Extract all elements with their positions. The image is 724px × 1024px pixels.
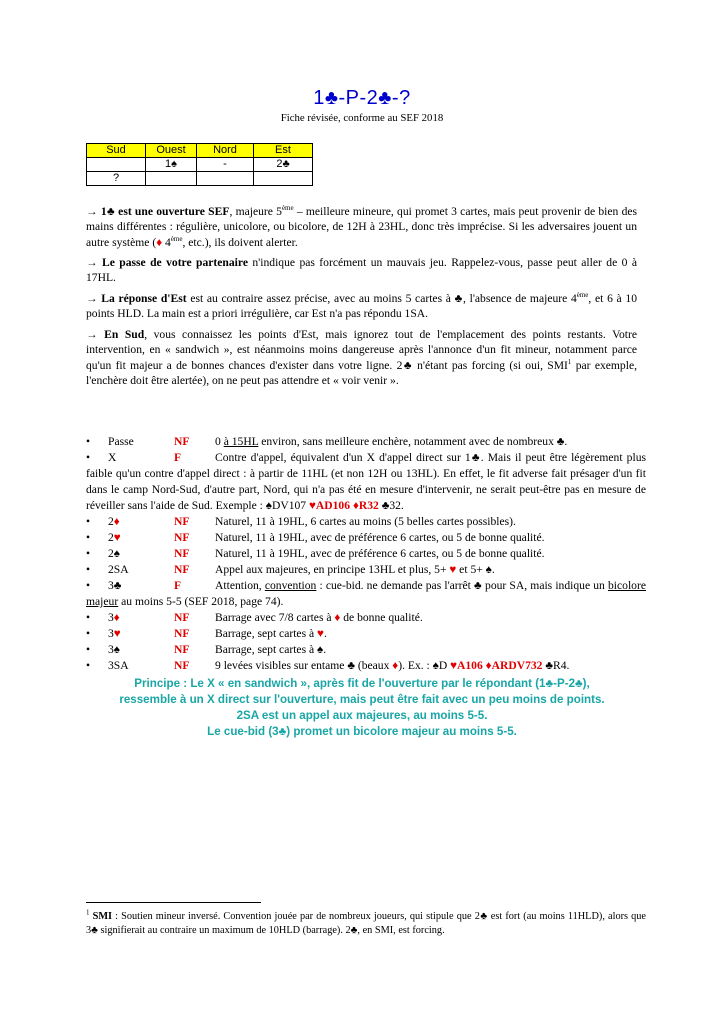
bid-description: 9 levées visibles sur entame ♣ (beaux ♦). Ex. : ♠D ♥A106 ♦ARDV732 ♣R4.: [215, 659, 570, 672]
bullet-icon: •: [86, 435, 91, 448]
list-item: [86, 578, 646, 610]
diamond-icon: ♦: [392, 659, 399, 672]
partner-pass-text: n'indique pas forcément un mauvais jeu. Rappelez-vous, passe peut aller de 0 à 17HL.: [86, 256, 637, 285]
opening-text-3: 4: [162, 235, 171, 249]
forcing-badge: NF: [174, 531, 190, 544]
paragraph-south: [86, 327, 637, 388]
forcing-badge: NF: [174, 435, 190, 448]
bid-description: Naturel, 11 à 19HL, avec de préférence 6 cartes, ou 5 de bonne qualité.: [215, 547, 545, 560]
bullet-icon: •: [86, 627, 91, 640]
principle-box: [0, 676, 724, 740]
cell-sud-2: ?: [87, 172, 146, 186]
cell-est-1: 2♣: [254, 158, 313, 172]
footnote: [86, 910, 646, 938]
bid-label: 3♣: [108, 579, 122, 592]
bid-label: 2♥: [108, 531, 121, 544]
diamond-icon: ♦: [113, 515, 120, 528]
list-item: [86, 562, 646, 578]
page-title: 1♣-P-2♣-?: [313, 87, 411, 109]
arrow-icon: →: [86, 292, 102, 305]
footnote-text: : Soutien mineur inversé. Convention jouée par de nombreux joueurs, qui stipule que 2♣ est fort (au moins 11HLD), alors que 3♣ signifierait au contraire un maximum de 10HLD (barrage). 2♣, en SMI, est forcing.: [86, 911, 646, 936]
heart-icon: ♥: [449, 563, 457, 576]
header-sud: Sud: [87, 144, 146, 158]
footnote-number: 1: [86, 908, 90, 917]
bid-label: 2♠: [108, 547, 120, 560]
bidding-table-header-row: [87, 144, 313, 158]
principle-line-1: Principe : Le X « en sandwich », après fit de l'ouverture par le répondant (1♣-P-2♣),: [134, 677, 590, 690]
header-est: Est: [254, 144, 313, 158]
cell-nord-1: -: [197, 158, 254, 172]
bid-description: Attention, convention : cue-bid. ne demande pas l'arrêt ♣ pour SA, mais indique un bicolore majeur au moins 5-5 (SEF 2018, page 74).: [86, 579, 646, 608]
cell-ouest-2: [146, 172, 197, 186]
forcing-badge: NF: [174, 659, 190, 672]
opening-sup-2: ème: [170, 234, 183, 243]
bid-description: Barrage, sept cartes à ♥.: [215, 627, 327, 640]
bid-description: Appel aux majeures, en principe 13HL et plus, 5+ ♥ et 5+ ♠.: [215, 563, 495, 576]
page-subtitle: Fiche révisée, conforme au SEF 2018: [280, 112, 444, 124]
heart-icon: ♥: [113, 627, 121, 640]
opening-text-4: , etc.), ils doivent alerter.: [182, 235, 298, 249]
bid-label: 2SA: [108, 563, 129, 576]
heart-icon: ♥: [317, 627, 324, 640]
list-item: [86, 514, 646, 530]
bullet-icon: •: [86, 659, 91, 672]
spade-icon: ♠: [113, 643, 120, 656]
arrow-icon: →: [86, 328, 105, 341]
bid-description: Naturel, 11 à 19HL, 6 cartes au moins (5 belles cartes possibles).: [215, 515, 516, 528]
list-item: [86, 546, 646, 562]
bid-description: 0 à 15HL environ, sans meilleure enchère, notamment avec de nombreux ♣.: [215, 435, 568, 448]
bullet-icon: •: [86, 451, 91, 464]
footnote-lead: SMI: [89, 911, 113, 922]
opening-lead-a: 1: [100, 205, 107, 218]
forcing-badge: F: [174, 579, 182, 592]
forcing-badge: NF: [174, 547, 190, 560]
bullet-icon: •: [86, 547, 91, 560]
bid-label: 2♦: [108, 515, 120, 528]
cell-ouest-1: 1♠: [146, 158, 197, 172]
forcing-badge: NF: [174, 515, 190, 528]
cell-est-2: [254, 172, 313, 186]
list-item: [86, 610, 646, 626]
diamond-icon: ♦: [113, 611, 120, 624]
bullet-icon: •: [86, 515, 91, 528]
bid-label: 3♠: [108, 643, 120, 656]
forcing-badge: NF: [174, 563, 190, 576]
bid-label: Passe: [108, 435, 134, 448]
arrow-icon: →: [86, 256, 102, 269]
bid-options-list: [86, 434, 646, 674]
paragraph-east-response: [86, 291, 637, 322]
cell-sud-1: [87, 158, 146, 172]
forcing-badge: NF: [174, 643, 190, 656]
arrow-icon: →: [86, 205, 101, 218]
bid-description: Barrage avec 7/8 cartes à ♦ de bonne qualité.: [215, 611, 423, 624]
south-text-2: par exemple, l'enchère doit être alertée), on ne peut pas attendre et « voir venir ».: [86, 358, 637, 387]
opening-sup-1: ème: [281, 204, 294, 213]
header-ouest: Ouest: [146, 144, 197, 158]
list-item: [86, 626, 646, 642]
bidding-row-1: [87, 158, 313, 172]
forcing-badge: F: [174, 451, 182, 464]
forcing-badge: NF: [174, 611, 190, 624]
list-item: [86, 658, 646, 674]
list-item: [86, 450, 646, 514]
bidding-table: [86, 143, 313, 186]
bid-label: 3♥: [108, 627, 121, 640]
spade-icon: ♠: [113, 547, 120, 560]
list-item: [86, 642, 646, 658]
paragraph-opening: [86, 204, 637, 250]
footnote-ref: 1: [567, 357, 572, 366]
bullet-icon: •: [86, 611, 91, 624]
opening-lead-b: est une ouverture SEF: [114, 205, 230, 218]
east-response-text-1: est au contraire assez précise, avec au moins 5 cartes à ♣, l'absence de majeure 4: [186, 292, 577, 305]
list-item: [86, 434, 646, 450]
forcing-badge: NF: [174, 627, 190, 640]
heart-icon: ♥: [113, 531, 121, 544]
footnote-divider: [86, 902, 261, 903]
club-icon: ♣: [113, 579, 122, 592]
partner-pass-lead: Le passe de votre partenaire: [102, 256, 248, 269]
bullet-icon: •: [86, 531, 91, 544]
club-icon: ♣: [106, 205, 115, 218]
east-response-sup: ème: [576, 291, 589, 300]
bidding-row-2: [87, 172, 313, 186]
east-response-text-2: , et 6 à 10 points HLD. La main est a priori irrégulière, car Est n'a pas répondu 1SA.: [86, 292, 637, 321]
east-response-lead: La réponse d'Est: [101, 292, 187, 305]
bullet-icon: •: [86, 579, 91, 592]
principle-line-2: ressemble à un X direct sur l'ouverture, mais peut être fait avec un peu moins de points.: [119, 693, 605, 706]
bullet-icon: •: [86, 563, 91, 576]
opening-text-1: , majeure 5: [229, 205, 282, 218]
south-text-1: , vous connaissez les points d'Est, mais ignorez tout de l'emplacement des points restants. Votre intervention, en « sandwich », est néanmoins moins dangereuse après l'annonce d'un fit mineur, notamment parce qu'un fit majeur a de bonnes chances d'exister dans votre ligne. 2♣ n'étant pas forcing (si oui, SMI: [86, 328, 637, 372]
bullet-icon: •: [86, 643, 91, 656]
bid-description: Contre d'appel, équivalent d'un X d'appel direct sur 1♣. Mais il peut être légèrement plus faible qu'un contre d'appel direct : à partir de 11HL (et non 12H ou 13HL). En effet, le fit adverse fait présager d'un fit dans le camp Nord-Sud, d'autre part, Nord, qui n'a pas été en mesure d'intervenir, ne serait peut-être pas en mesure de réveiller sans l'aide de Sud. Exemple : ♠DV107 ♥AD106 ♦R32 ♣32.: [86, 451, 646, 512]
bid-label: X: [108, 451, 117, 464]
principle-line-4: Le cue-bid (3♣) promet un bicolore majeur au moins 5-5.: [207, 725, 517, 738]
cell-nord-2: [197, 172, 254, 186]
header-nord: Nord: [197, 144, 254, 158]
diamond-icon: ♦: [156, 235, 163, 249]
paragraph-partner-pass: [86, 255, 637, 286]
south-lead: En Sud: [104, 328, 145, 341]
diamond-icon: ♦: [334, 611, 341, 624]
bid-label: 3♦: [108, 611, 120, 624]
list-item: [86, 530, 646, 546]
bid-label: 3SA: [108, 659, 129, 672]
bid-description: Barrage, sept cartes à ♠.: [215, 643, 327, 656]
bid-description: Naturel, 11 à 19HL, avec de préférence 6 cartes, ou 5 de bonne qualité.: [215, 531, 545, 544]
opening-text-2: – meilleure mineure, qui promet 3 cartes, mais peut provenir de bien des mains différentes : régulière, unicolore, ou bicolore, de 12H à 23HL, donc très imprécise. Si les adversaires jouent un autre système (: [86, 205, 638, 249]
principle-line-3: 2SA est un appel aux majeures, au moins 5-5.: [236, 709, 488, 722]
